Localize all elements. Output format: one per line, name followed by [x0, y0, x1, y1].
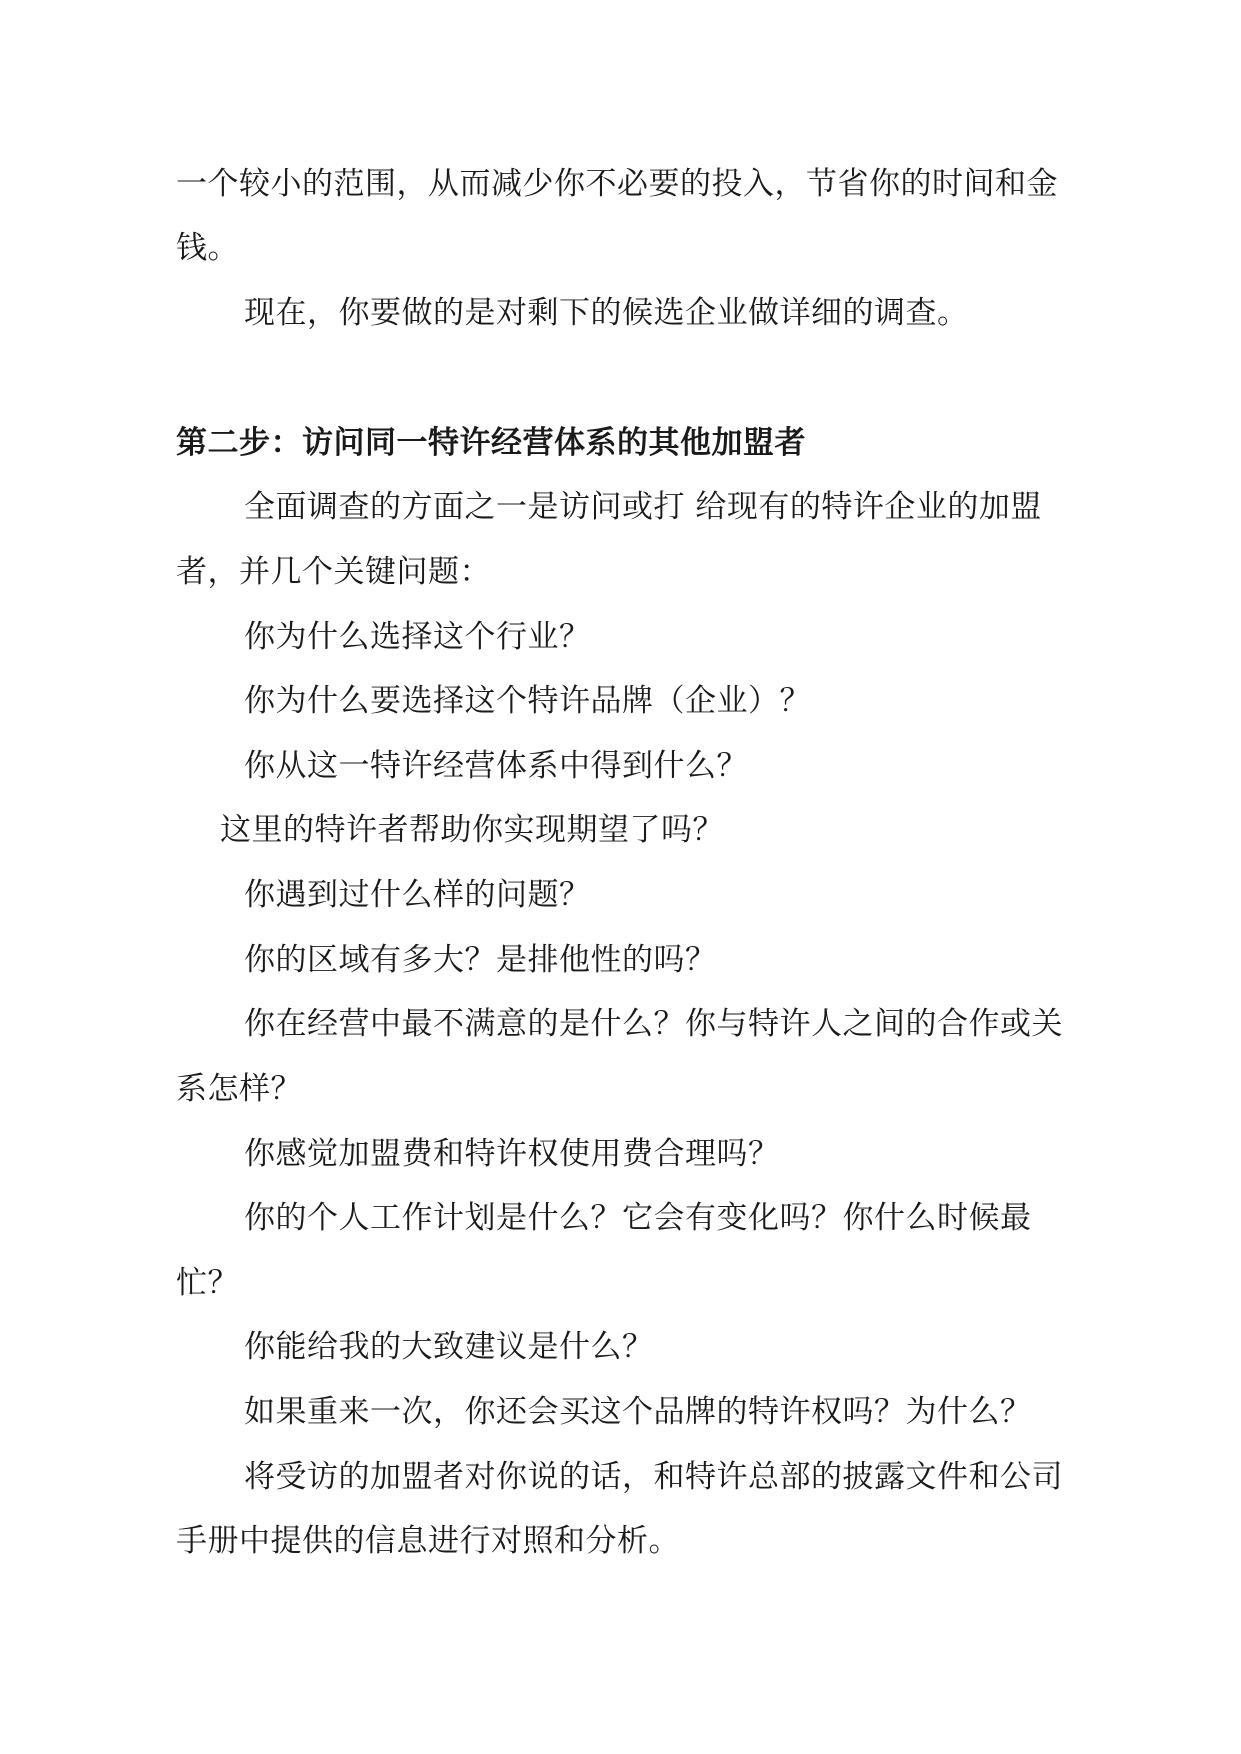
section-heading: 第二步：访问同一特许经营体系的其他加盟者: [176, 425, 806, 461]
question-item: 你感觉加盟费和特许权使用费合理吗？: [244, 1136, 780, 1172]
question-item: 你为什么选择这个行业？: [244, 619, 591, 655]
question-item: 这里的特许者帮助你实现期望了吗？: [220, 812, 724, 848]
question-item-continued: 忙？: [176, 1265, 239, 1301]
question-item: 你遇到过什么样的问题？: [244, 877, 591, 913]
paragraph-line: 者，并几个关键问题：: [176, 554, 491, 590]
question-item: 你为什么要选择这个特许品牌（企业）？: [244, 683, 811, 719]
question-item: 你能给我的大致建议是什么？: [244, 1329, 654, 1365]
question-item: 你的个人工作计划是什么？它会有变化吗？你什么时候最: [244, 1200, 1032, 1236]
question-item: 你从这一特许经营体系中得到什么？: [244, 748, 748, 784]
paragraph: 现在，你要做的是对剩下的候选企业做详细的调查。: [244, 295, 969, 331]
paragraph-line: 钱。: [176, 230, 239, 266]
question-item: 如果重来一次，你还会买这个品牌的特许权吗？为什么？: [244, 1394, 1032, 1430]
paragraph-line: 全面调查的方面之一是访问或打 给现有的特许企业的加盟: [244, 489, 1042, 525]
question-item: 你在经营中最不满意的是什么？你与特许人之间的合作或关: [244, 1006, 1063, 1042]
paragraph-line: 将受访的加盟者对你说的话，和特许总部的披露文件和公司: [244, 1459, 1063, 1495]
question-item: 你的区域有多大？是排他性的吗？: [244, 942, 717, 978]
paragraph-line: 一个较小的范围，从而减少你不必要的投入，节省你的时间和金: [176, 166, 1058, 202]
paragraph-line: 手册中提供的信息进行对照和分析。: [176, 1523, 680, 1559]
question-item-continued: 系怎样？: [176, 1071, 302, 1107]
